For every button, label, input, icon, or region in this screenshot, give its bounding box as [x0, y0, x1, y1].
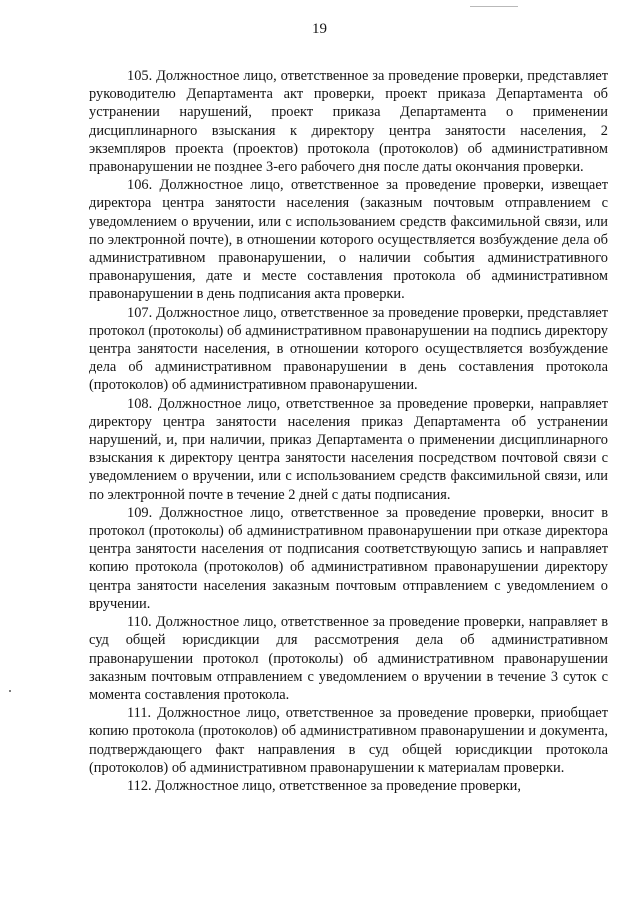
- top-edge-mark: [470, 6, 518, 7]
- page-number: 19: [312, 21, 327, 37]
- paragraph-107: 107. Должностное лицо, ответственное за проведение проверки, представляет протокол (протоколы) об административном правонарушении на подпись директору центра занятости населения, в отношении которого осуществляется возбуждение дела об административном правонарушении в день составления протокола (протоколов) об административном правонарушении.: [89, 304, 608, 394]
- paragraph-105: 105. Должностное лицо, ответственное за проведение проверки, представляет руководителю Департамента акт проверки, проект приказа Департамента об устранении нарушений, проект приказа Департамента о применении дисциплинарного взыскания к директору центра занятости населения, 2 экземпляров проекта (проектов) протокола (протоколов) об административном правонарушении не позднее 3-его рабочего дня после даты окончания проверки.: [89, 68, 608, 176]
- paragraph-108: 108. Должностное лицо, ответственное за проведение проверки, направляет директору центра занятости населения приказ Департамента об устранении нарушений, и, при наличии, приказ Департамента о применении дисциплинарного взыскания к директору центра занятости населения посредством почтовой связи с уведомлением о вручении, или с использованием средств факсимильной связи, или по электронной почте в течение 2 дней с даты подписания.: [89, 395, 608, 503]
- paragraph-110: 110. Должностное лицо, ответственное за проведение проверки, направляет в суд общей юрисдикции для рассмотрения дела об административном правонарушении протокол (протоколы) об административном правонарушении заказным почтовым отправлением с уведомлением о вручении в течение 3 суток с момента составления протокола.: [89, 614, 608, 703]
- paragraph-106: 106. Должностное лицо, ответственное за проведение проверки, извещает директора центра занятости населения (заказным почтовым отправлением с уведомлением о вручении, или с использованием средств факсимильной связи, или по электронной почте), в отношении которого осуществляется возбуждение дела об административном правонарушении, о наличии события административного правонарушения, дате и месте составления протокола об административном правонарушении в день подписания акта проверки.: [89, 177, 608, 303]
- document-body: [89, 67, 608, 795]
- paragraph-112: 112. Должностное лицо, ответственное за проведение проверки,: [127, 777, 521, 794]
- paragraph-111: 111. Должностное лицо, ответственное за проведение проверки, приобщает копию протокола (протоколов) об административном правонарушении и документа, подтверждающего факт направления в суд общей юрисдикции протокола (протоколов) об административном правонарушении к материалам проверки.: [89, 705, 608, 776]
- paragraph-109: 109. Должностное лицо, ответственное за проведение проверки, вносит в протокол (протоколы) об административном правонарушении при отказе директора центра занятости населения от подписания соответствующую запись и направляет копию протокола (протоколов) об административном правонарушении директору центра занятости населения заказным почтовым отправлением с уведомлением о вручении.: [89, 504, 608, 612]
- scan-speck: [9, 690, 11, 692]
